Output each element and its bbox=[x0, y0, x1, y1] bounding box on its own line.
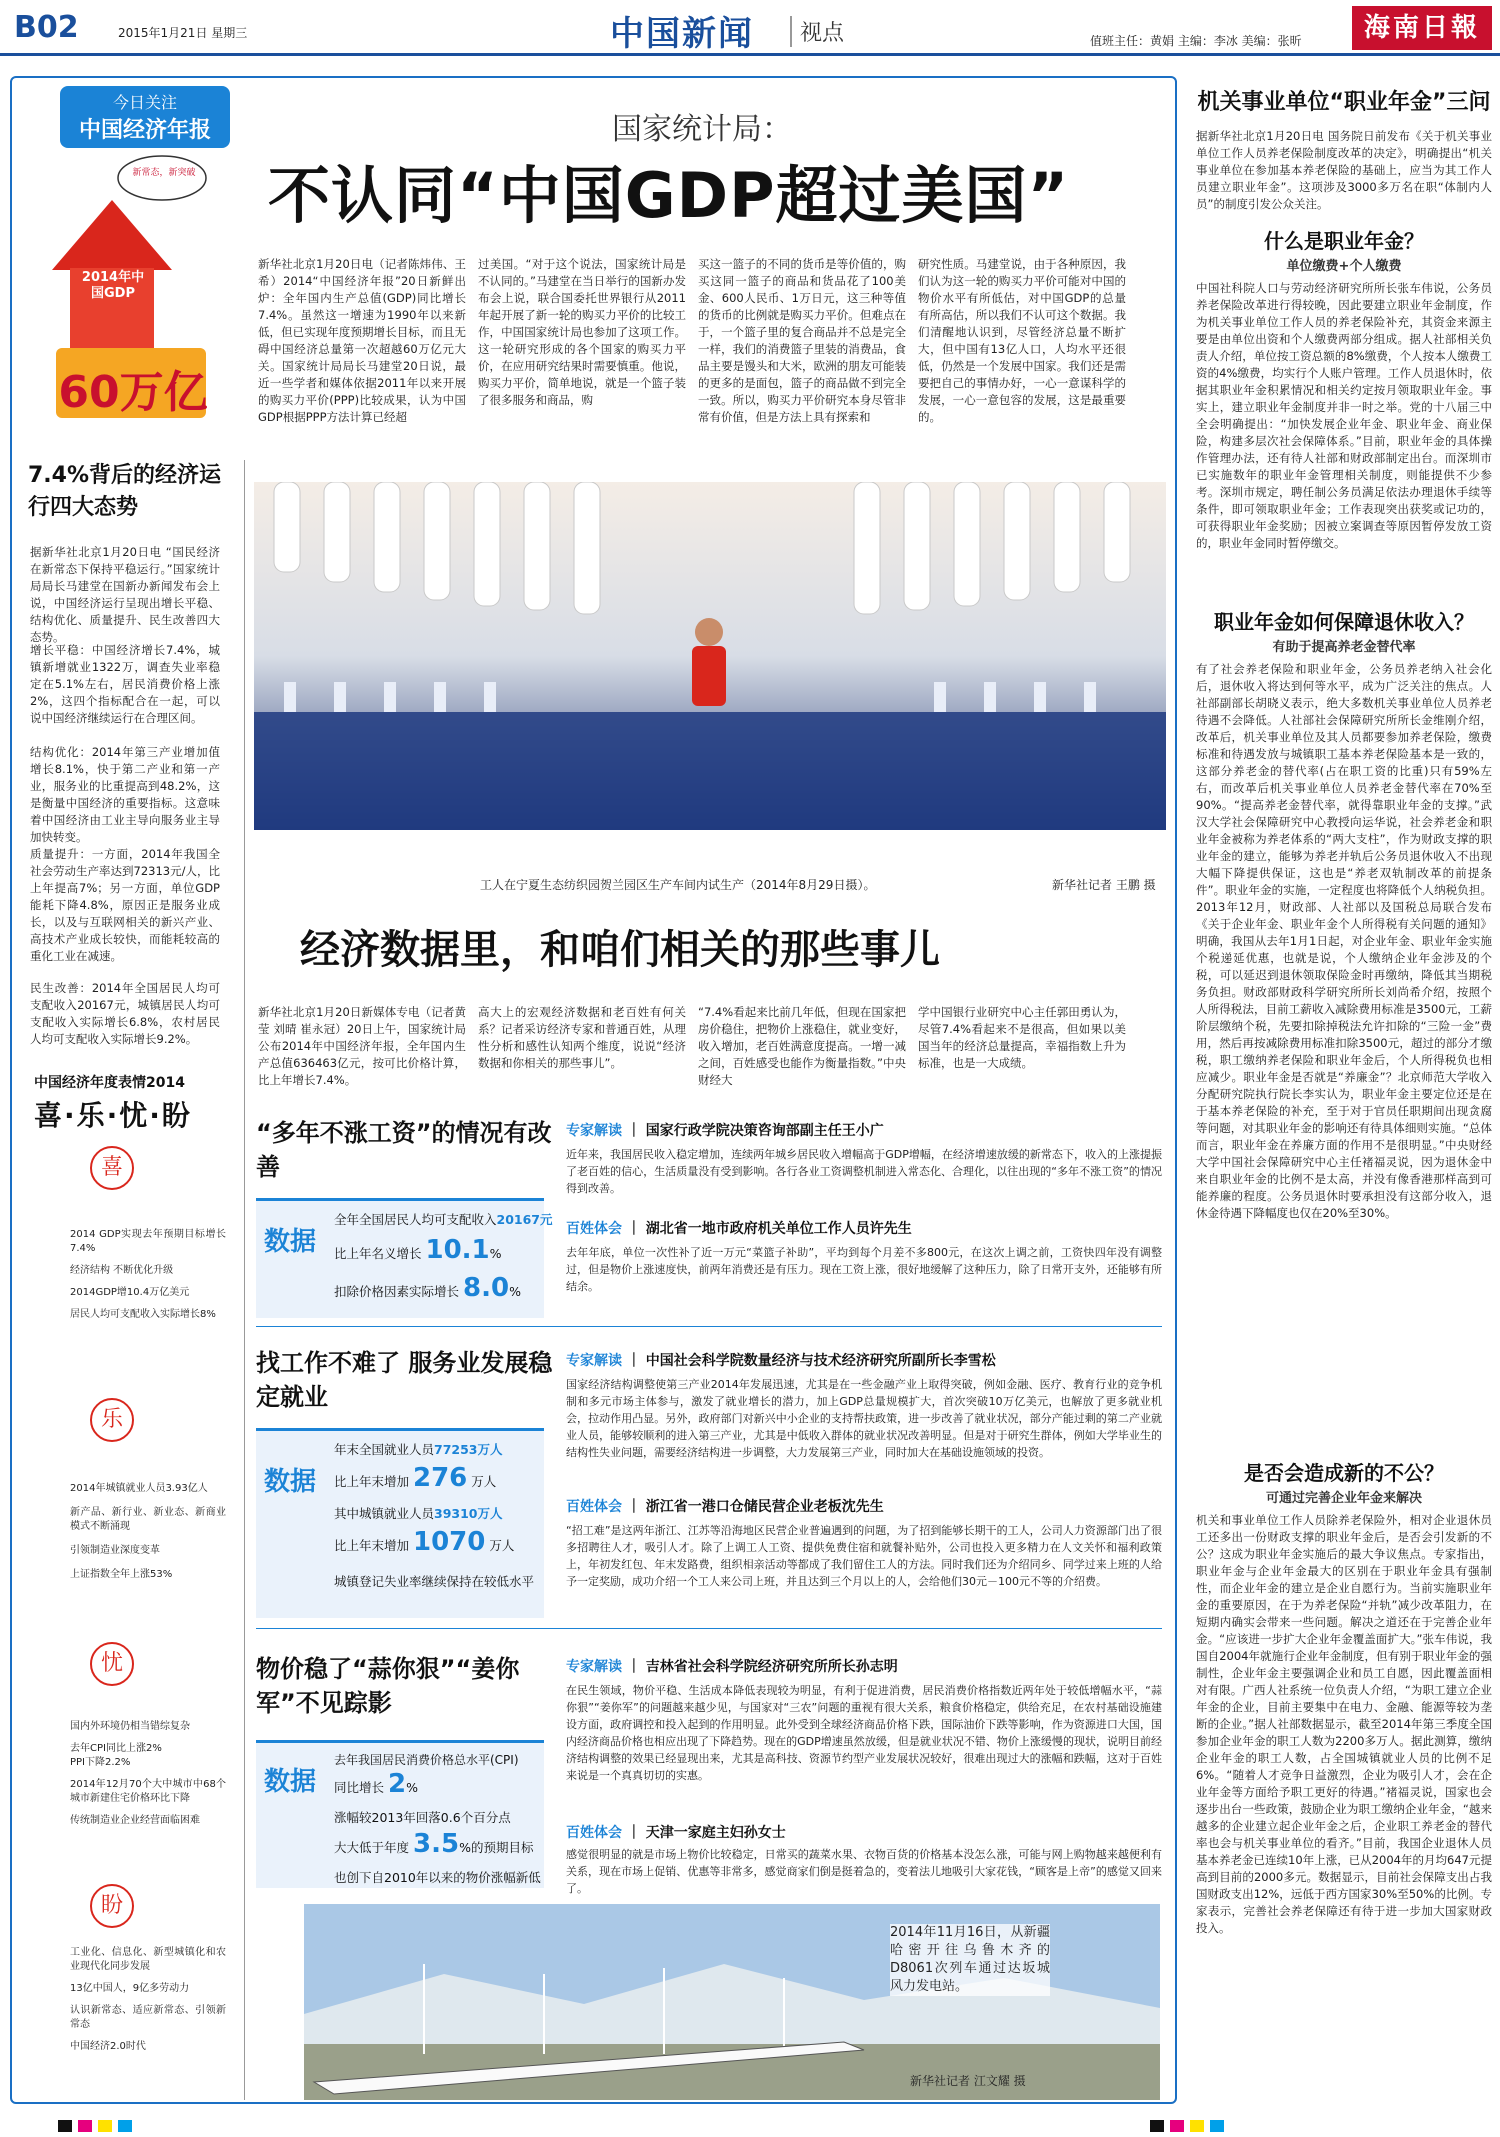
jobs-increase-unit: 万人 bbox=[471, 1474, 497, 1489]
expert-name: 国家行政学院决策咨询部副主任王小广 bbox=[645, 1123, 884, 1139]
expert-tag: 专家解读 bbox=[566, 1353, 622, 1369]
train-caption: 2014年11月16日，从新疆哈密开往乌鲁木齐的D8061次列车通过达坂城风力发电站。 bbox=[890, 1925, 1050, 1994]
left-para-quality: 质量提升：一方面，2014年我国全社会劳动生产率达到72313元/人，比上年提高7%；另一方面，单位GDP能耗下降4.8%，原因正是服务业成长，以及与互联网相关的新兴产业、高技术产业成长较快，而能耗较高的重化工业在减速。 bbox=[30, 847, 220, 963]
expert-text-1: 近年来，我国居民收入稳定增加，连续两年城乡居民收入增幅高于GDP增幅，在经济增速放缓的新常态下，收入的上涨提振了老百姓的信心，生活质量没有受到影响。各行各业工资调整机制进入常态化、合理化，以往出现的“多年不涨工资”的情况得到改善。 bbox=[566, 1148, 1162, 1195]
mood-title: 中国经济年度表情2014 bbox=[34, 1075, 185, 1091]
page-number: B02 bbox=[14, 10, 79, 45]
hope-item: 认识新常态、适应新常态、引领新常态 bbox=[70, 2005, 226, 2030]
jobs-increase: 276 bbox=[413, 1463, 468, 1493]
answer-2: 有了社会养老保险和职业年金，公务员养老纳入社会化后，退休收入将达到何等水平，成为广泛关注的焦点。人社部副部长胡晓义表示，绝大多数机关事业单位人员养老待遇不会降低。人社部社会保障研究所所长金维刚介绍，改革后，机关事业单位及其人员都要参加养老保险，缴费标准和待遇发放与城镇职工基本养老保险基本是一致的，这部分养老金的替代率(占在职工资的比重)只有59%左右，而改革后机关事业单位人员养老金替代率在70%至90%。“提高养老金替代率，就得靠职业年金的支撑。”武汉大学社会保障研究中心教授向运华说，社会养老金和职业年金被称为养老体系的“两大支柱”，作为财政支撑的职业年金的建立，能够为养老并轨后公务员退休收入不出现大幅下降提供保证，这也是“养老双轨制改革的前提条件”。职业年金的实施，一定程度也将降低个人纳税负担。2013年12月，财政部、人社部以及国税总局联合发布《关于企业年金、职业年金个人所得税有关问题的通知》明确，我国从去年1月1日起，对企业年金、职业年金实施个税递延优惠，也就是说，个人缴纳企业年金涉及的个税，可以延迟到退休领取保险金时再缴纳，降低其当期税务负担。财政部财政科学研究所所长刘尚希介绍，按照个人所得税法，目前工薪收入减除费用标准是3500元，工薪阶层缴纳个税，先要扣除掉税法允许扣除的“三险一金”费用，然后再按减除费用标准扣除3500元，超过的部分才缴税，职工缴纳养老保险和职业年金后，个人所得税负也相应减少。职业年金是否就是“养廉金”？北京师范大学收入分配研究院执行院长李实认为，职业年金主要定位还是在于基本养老保险的补充，至于对于官员任职期间出现贪腐等问题，对其职业年金的影响还有待具体细则实施。“总体而言，职业年金在养廉方面的作用不是很明显。”中央财经大学中国社会保障研究中心主任褚福灵说，因为退休金中来自职业年金的比例不是太高，并没有像香港那样高到可能养廉的程度。公务员退休时要承担没有这部分收入，退休金待遇下降幅度也仅在20%至30%。 bbox=[1196, 662, 1492, 1220]
expert-tag: 专家解读 bbox=[566, 1123, 622, 1139]
jobs-line-1-text: 年末全国就业人员 bbox=[334, 1442, 435, 1457]
citizen-text-2: “招工难”是这两年浙江、江苏等沿海地区民营企业普遍遇到的问题，为了招到能够长期干的工人，公司人力资源部门出了很多招聘往人才，吸引人才。除了上调工人工资、提供免费住宿和就餐补贴外，公司也投入更多精力在人文关怀和福利政策上，年初发红包、年末发路费，组织相亲活动等都成了我们留住工人的方法。同时我们还为介绍同乡、同学过来上班的人给予一定奖励，成功介绍一个工人来公司上班，并且达到三个月以上的人，会给他们30元－100元不等的介绍费。 bbox=[566, 1524, 1162, 1588]
prices-data-line: 去年我国居民消费价格总水平(CPI) bbox=[334, 1753, 519, 1767]
joy-item: 居民人均可支配收入实际增长8% bbox=[70, 1309, 216, 1320]
wages-data-box bbox=[256, 1198, 553, 1318]
citizen-name: 湖北省一地市政府机关单位工作人员许先生 bbox=[645, 1221, 912, 1237]
print-registration-bar bbox=[0, 2116, 1500, 2136]
left-para-livelihood: 民生改善：2014年全国居民人均可支配收入20167元，城镇居民人均可支配收入实际增长6.8%，农村居民人均可支配收入实际增长9.2%。 bbox=[30, 981, 220, 1046]
today-focus-tag bbox=[60, 86, 230, 148]
citizen-name: 天津一家庭主妇孙女士 bbox=[645, 1825, 786, 1841]
mood-words: 喜·乐·忧·盼 bbox=[34, 1099, 192, 1132]
right-column bbox=[1196, 88, 1492, 2098]
prices-data-line bbox=[334, 1769, 418, 1799]
jobs-line-3-text: 其中城镇就业人员 bbox=[334, 1506, 435, 1521]
wages-data-line bbox=[334, 1273, 521, 1303]
cpi-target-unit: %的预期目标 bbox=[459, 1840, 534, 1855]
article-col-1: 新华社北京1月20日电（记者陈炜伟、王希）2014“中国经济年报”20日新鲜出炉：全年国内生产总值(GDP)同比增长7.4%。虽然这一增速为1990年以来新低，但已实现年度预期增长目标，而且无碍中国经济总量第一次超越60万亿元大关。国家统计局局长马建堂20日说，最近一些学者和媒体依据2011年以来开展的购买力平价(PPP)比较成果，认为中国GDP根据PPP方法计算已经超 bbox=[258, 257, 466, 424]
article-col-3: 买这一篮子的不同的货币是等价值的，购买这同一篮子的商品和货品花了100美金、600人民币、1万日元，这三种等值的货币的比例就是购买力平价。但难点在于，一个篮子里的复合商品并不总是完全一样，我们的消费篮子里装的消费品，食品主要是馒头和大米，欧洲的朋友可能装的更多的是面包，篮子的商品做不到完全一致。所以，购买力平价研究本身尽管非常有价值，但是方法上具有探索和 bbox=[698, 257, 906, 424]
question-3: 是否会造成新的不公？ bbox=[1244, 1461, 1444, 1485]
urban-jobs-unit: 万人 bbox=[489, 1538, 515, 1553]
left-para-growth: 增长平稳：中国经济增长7.4%，城镇新增就业1322万，调查失业率稳定在5.1%左右，居民消费价格上涨2%，这四个指标配合在一起，可以说中国经济继续运行在合理区间。 bbox=[30, 643, 220, 725]
tag-line-1: 今日关注 bbox=[112, 93, 177, 112]
question-1-sub: 单位缴费+个人缴费 bbox=[1286, 259, 1402, 274]
newspaper-logo: 海南日報 bbox=[1352, 6, 1492, 50]
wages-real-growth: 8.0 bbox=[463, 1273, 510, 1303]
mood-block-happy bbox=[30, 1398, 226, 1618]
s2-col-2: 高大上的宏观经济数据和老百姓有何关系？记者采访经济专家和普通百姓，从理性分析和感性认知两个维度，说说“经济数据和你相关的那些事儿”。 bbox=[478, 1005, 686, 1070]
staff-credits: 值班主任：黄娟 主编：李冰 美编：张昕 bbox=[1090, 34, 1302, 48]
joy-item: 2014 GDP实现去年预期目标增长7.4% bbox=[70, 1229, 226, 1254]
hope-icon: 盼 bbox=[90, 1884, 134, 1928]
topic-prices-title: 物价稳了“蒜你狠”“姜你军”不见踪影 bbox=[256, 1655, 520, 1717]
jobs-line-2-text: 比上年末增加 bbox=[334, 1474, 410, 1489]
mood-block-worry bbox=[30, 1642, 226, 1882]
question-2: 职业年金如何保障退休收入？ bbox=[1214, 610, 1474, 634]
graphic-bubble: 新常态，新突破 bbox=[132, 168, 196, 178]
data-label: 数据 bbox=[264, 1227, 317, 1257]
cpi-target: 3.5 bbox=[413, 1829, 460, 1859]
expert-tag: 专家解读 bbox=[566, 1659, 622, 1675]
wages-nominal-growth: 10.1 bbox=[425, 1235, 490, 1265]
citizen-text-3: 感觉很明显的就是市场上物价比较稳定，日常买的蔬菜水果、衣物百货的价格基本没怎么涨，可能与网上购物越来越便利有关系，现在市场上促销、优惠等非常多，感觉商家们倒是挺着急的，变着法儿地吸引大家花钱，“顾客是上帝”的感觉又回来了。 bbox=[566, 1848, 1162, 1895]
question-2-sub: 有助于提高养老金替代率 bbox=[1272, 640, 1416, 655]
train-credit: 新华社记者 江文耀 摄 bbox=[910, 2074, 1026, 2088]
issue-date: 2015年1月21日 星期三 bbox=[118, 26, 248, 40]
jobs-data-line bbox=[334, 1527, 515, 1557]
jobs-line-4-text: 比上年末增加 bbox=[334, 1538, 410, 1553]
jobs-data-line bbox=[334, 1463, 497, 1493]
citizen-tag: 百姓体会 bbox=[566, 1825, 622, 1841]
cpi-unit: % bbox=[406, 1780, 418, 1795]
gdp-illustration bbox=[32, 150, 232, 430]
hope-item: 工业化、信息化、新型城镇化和农业现代化同步发展 bbox=[70, 1947, 226, 1972]
answer-1: 中国社科院人口与劳动经济研究所所长张车伟说，公务员养老保险改革进行得较晚，因此要建立职业年金制度，作为机关事业单位工作人员的养老保险补充，其资金来源主要是由单位出资和个人缴费两部分组成。据人社部相关负责人介绍，单位按工资总额的8%缴费，个人按本人缴费工资的4%缴费，均实行个人账户管理。工作人员退休时，依据其职业年金积累情况和相关约定按月领取职业年金。事实上，建立职业年金制度并非一时之举。党的十八届三中全会明确提出：“加快发展企业年金、职业年金、商业保险，构建多层次社会保障体系。”目前，职业年金的具体操作管理办法，还有待人社部和财政部制定出台。而深圳市已实施数年的职业年金管理相关制度，则能提供不少参考。深圳市规定，聘任制公务员满足依法办理退休手续等条件，即可领取职业年金；工作表现突出获奖或记功的，可获得职业年金奖励；因被立案调查等原因暂停发放工资的，职业年金同时暂停缴交。 bbox=[1196, 281, 1492, 550]
main-headline: 不认同“中国GDP超过美国” bbox=[268, 159, 1070, 232]
citizen-header-2: 百姓体会 ｜ 浙江省一港口仓储民营企业老板沈先生 bbox=[566, 1499, 884, 1515]
wages-data-line bbox=[334, 1209, 553, 1231]
mood-block-hope bbox=[30, 1884, 226, 2094]
citizen-header-3: 百姓体会 ｜ 天津一家庭主妇孙女士 bbox=[566, 1825, 786, 1841]
data-label: 数据 bbox=[264, 1467, 317, 1497]
citizen-name: 浙江省一港口仓储民营企业老板沈先生 bbox=[645, 1499, 884, 1515]
worry-item: 传统制造业企业经营面临困难 bbox=[70, 1815, 200, 1826]
answer-3: 机关和事业单位工作人员除养老保险外，相对企业退休员工还多出一份财政支撑的职业年金后，是否会引发新的不公？这成为职业年金实施后的最大争议焦点。专家指出，职业年金与企业年金最大的区别在于职业年金具有强制性，而企业年金的建立是企业自愿行为。当前实施职业年金的重要原因，在于为养老保险“并轨”减少改革阻力，在短期内确实会带来一些问题。解决之道还在于完善企业年金。“应该进一步扩大企业年金覆盖面扩大。”张车伟说，我国自2004年就施行企业年金制度，但有别于职业年金的强制性，企业年金主要强调企业和员工自愿，因此覆盖面相对有限。广西人社系统一位负责人介绍，“为职工建立企业年金的企业，目前主要集中在电力、金融、能源等较为垄断的企业。”据人社部数据显示，截至2014年第三季度全国参加企业年金的职工人数为2200多万人。据此测算，缴纳企业年金的职工人数，占全国城镇就业人员的比例不足6%。“随着人才竞争日益激烈，企业为吸引人才，会在企业年金等方面给予职工更好的待遇。”褚福灵说，国家也会逐步出台一些政策，鼓励企业为职工缴纳企业年金，“越来越多的企业建立起企业年金之后，企业职工养老金的替代率也会与机关事业单位的看齐。”目前，我国企业退休人员基本养老金已连续10年上涨，已从2004年的月均647元提高到目前的2000多元。数据显示，目前社会保障支出占我国财政支出12%，远低于西方国家30%至50%的比例。专家表示，完善社会养老保障还有待于进一步加大国家财政投入。 bbox=[1196, 1513, 1492, 1935]
topic-divider bbox=[256, 1326, 1162, 1327]
citizen-text-1: 去年年底，单位一次性补了近一万元“菜篮子补助”，平均到每个月差不多800元，在这次上调之前，工资快四年没有调整过，但是物价上涨速度快，前两年消费还是有压力。现在工资上涨，很好地缓解了这种压力，除了日常开支外，还能够有所结余。 bbox=[566, 1246, 1162, 1293]
right-lead: 据新华社北京1月20日电 国务院日前发布《关于机关事业单位工作人员养老保险制度改革的决定》，明确提出“机关事业单位在参加基本养老保险的基础上，应当为其工作人员建立职业年金”。这项涉及3000多万名在职“体制内人员”的制度引发公众关注。 bbox=[1196, 129, 1492, 211]
worry-icon: 忧 bbox=[90, 1642, 134, 1686]
cpi-growth: 2 bbox=[388, 1769, 407, 1799]
prices-line-2-text: 同比增长 bbox=[334, 1780, 385, 1795]
wages-nominal-unit: % bbox=[489, 1246, 502, 1261]
headline-kicker: 国家统计局： bbox=[612, 112, 792, 147]
expert-text-3: 在民生领域，物价平稳、生活成本降低表现较为明显，有利于促进消费，居民消费价格指数近两年处于较低增幅水平，“蒜你狠”“姜你军”的问题越来越少见，与国家对“三农”问题的重视有很大关系，粮食价格稳定，供给充足，在农村基础设施建设方面，政府调控和投入起到的作用明显。此外受到全球经济商品价格下跌，国际油价下跌等影响，作为资源进口大国，国内经济商品价格也相应出现了下降趋势。现在的GDP增速虽然放缓，但是就业状况不错、物价上涨缓慢的现状，说明目前经济结构调整的效果已经显现出来，尤其是高科技、资源节约型产业发展状况较好，很难出现过大的涨幅和跌幅，这对于百姓来说是一个真真切切的实惠。 bbox=[566, 1684, 1162, 1782]
tag-line-2: 中国经济年报 bbox=[78, 118, 211, 143]
left-headline: 7.4%背后的经济运行四大态势 bbox=[28, 463, 222, 520]
worry-item: 去年CPI同比上涨2% bbox=[70, 1743, 162, 1754]
wages-line-3-text: 扣除价格因素实际增长 bbox=[334, 1284, 460, 1299]
color-registration-marks bbox=[0, 2116, 1500, 2136]
jobs-data-box bbox=[256, 1428, 544, 1618]
urban-jobs-value: 39310万人 bbox=[434, 1506, 503, 1521]
happy-item: 新产品、新行业、新业态、新商业模式不断涌现 bbox=[70, 1507, 226, 1532]
jobs-data-line: 城镇登记失业率继续保持在较低水平 bbox=[334, 1574, 535, 1589]
train-photo bbox=[304, 1904, 1160, 2100]
prices-data-line bbox=[334, 1829, 534, 1859]
wages-line-1-text: 全年全国居民人均可支配收入 bbox=[334, 1212, 497, 1227]
topic-divider bbox=[256, 1628, 1162, 1629]
expert-header-2: 专家解读 ｜ 中国社会科学院数量经济与技术经济研究所副所长李雪松 bbox=[566, 1353, 996, 1369]
article-col-4: 研究性质。马建堂说，由于各种原因，我们认为这一轮的购买力平价可能对中国的物价水平有所低估，对中国GDP的总量有所高估，所以我们不认可这个数据。我们清醒地认识到，尽管经济总量不断扩大，但中国有13亿人口，人均水平还很低，仍然是一个发展中国家。我们还是需要把自己的事情办好，一心一意谋科学的发展，一心一意包容的发展，这是最重要的。 bbox=[918, 257, 1126, 424]
left-lead: 据新华社北京1月20日电 “国民经济在新常态下保持平稳运行。”国家统计局局长马建堂在国新办新闻发布会上说，中国经济运行呈现出增长平稳、结构优化、质量提升、民生改善四大态势。 bbox=[30, 545, 220, 644]
graphic-big-number: 60万亿 bbox=[58, 367, 208, 418]
hope-item: 13亿中国人，9亿多劳动力 bbox=[70, 1983, 190, 1994]
right-headline: 机关事业单位“职业年金”三问 bbox=[1197, 90, 1491, 115]
prices-line-4-text: 大大低于年度 bbox=[334, 1840, 410, 1855]
section-column: 视点 bbox=[790, 16, 844, 47]
hope-item: 中国经济2.0时代 bbox=[70, 2041, 146, 2052]
s2-col-1: 新华社北京1月20日新媒体专电（记者黄莹 刘晴 崔永冠）20日上午，国家统计局公布2014年中国经济年报，全年国内生产总值636463亿元，按可比价格计算，比上年增长7.4%。 bbox=[258, 1005, 466, 1087]
prices-data-box bbox=[256, 1740, 544, 1888]
wages-line-2-text: 比上年名义增长 bbox=[334, 1246, 422, 1261]
mood-block-joy bbox=[30, 1146, 226, 1346]
urban-jobs-increase: 1070 bbox=[413, 1527, 486, 1557]
wages-income-value: 20167元 bbox=[496, 1212, 553, 1227]
joy-icon: 喜 bbox=[90, 1146, 134, 1190]
expert-name: 吉林省社会科学院经济研究所所长孙志明 bbox=[645, 1659, 898, 1675]
photo-credit: 新华社记者 王鹏 摄 bbox=[1052, 878, 1156, 892]
joy-item: 经济结构 不断优化升级 bbox=[70, 1265, 174, 1276]
topic-jobs-title: 找工作不难了 服务业发展稳定就业 bbox=[256, 1349, 553, 1411]
worry-item: 国内外环境仍相当错综复杂 bbox=[70, 1721, 190, 1732]
happy-item: 上证指数全年上涨53% bbox=[70, 1569, 173, 1580]
citizen-tag: 百姓体会 bbox=[566, 1221, 622, 1237]
left-divider bbox=[244, 460, 245, 2100]
factory-photo bbox=[254, 482, 1166, 830]
graphic-label: 2014年中国GDP bbox=[81, 270, 145, 301]
question-3-sub: 可通过完善企业年金来解决 bbox=[1265, 1491, 1422, 1506]
expert-header-3: 专家解读 ｜ 吉林省社会科学院经济研究所所长孙志明 bbox=[566, 1659, 898, 1675]
topic-wages-title: “多年不涨工资”的情况有改善 bbox=[256, 1119, 552, 1181]
expert-name: 中国社会科学院数量经济与技术经济研究所副所长李雪松 bbox=[645, 1353, 996, 1369]
question-1: 什么是职业年金？ bbox=[1264, 229, 1424, 253]
citizen-tag: 百姓体会 bbox=[566, 1499, 622, 1515]
section-title: 中国新闻 bbox=[610, 14, 754, 54]
happy-item: 引领制造业深度变革 bbox=[70, 1545, 160, 1556]
joy-item: 2014GDP增10.4万亿美元 bbox=[70, 1287, 190, 1298]
photo-caption: 工人在宁夏生态纺织园贺兰园区生产车间内试生产（2014年8月29日摄）。 bbox=[480, 878, 876, 892]
wages-real-unit: % bbox=[509, 1284, 521, 1299]
jobs-data-line bbox=[334, 1439, 503, 1461]
secondary-headline: 经济数据里，和咱们相关的那些事儿 bbox=[300, 927, 940, 973]
worry-item: 2014年12月70个大中城市中68个城市新建住宅价格环比下降 bbox=[70, 1779, 226, 1804]
happy-icon: 乐 bbox=[90, 1398, 134, 1442]
textile-factory-image bbox=[254, 482, 1166, 830]
happy-item: 2014年城镇就业人员3.93亿人 bbox=[70, 1483, 208, 1494]
worry-item: PPI下降2.2% bbox=[70, 1757, 131, 1768]
expert-header-1: 专家解读 ｜ 国家行政学院决策咨询部副主任王小广 bbox=[566, 1123, 884, 1139]
prices-data-line: 也创下自2010年以来的物价涨幅新低 bbox=[334, 1870, 541, 1885]
expert-text-2: 国家经济结构调整使第三产业2014年发展迅速，尤其是在一些金融产业上取得突破，例如金融、医疗、教育行业的竞争机制和多元市场主体参与，激发了就业增长的潜力，加上GDP总量规模扩大，首次突破10万亿美元，也解放了更多就业机会，拉动作用凸显。另外，政府部门对新兴中小企业的支持帮扶政策，进一步改善了就业状况，部分产能过剩的第二产业就业人员，能够较顺利的进入第三产业，尤其是中低收入群体的就业状况改善明显。但是对于研究生群体，例如大学毕业生的结构性失业问题，需要经济结构进一步调整，大力发展第三产业，同时加大在基础设施领域的投资。 bbox=[566, 1378, 1162, 1459]
jobs-data-line bbox=[334, 1503, 503, 1525]
wages-data-line bbox=[334, 1235, 502, 1265]
left-para-structure: 结构优化：2014年第三产业增加值增长8.1%，快于第二产业和第一产业，服务业的比重提高到48.2%，这是衡量中国经济的重要指标。这意味着中国经济由工业主导向服务业主导加快转变。 bbox=[30, 745, 220, 844]
s2-col-4: 学中国银行业研究中心主任郭田勇认为，尽管7.4%看起来不是很高，但如果以美国当年的经济总量提高，幸福指数上升为标准，也是一大成绩。 bbox=[918, 1005, 1126, 1070]
article-col-2: 过美国。“对于这个说法，国家统计局是不认同的。”马建堂在当日举行的国新办发布会上说，联合国委托世界银行从2011年起开展了新一轮的购买力平价的比较工作，中国国家统计局也参加了这项工作。这一轮研究形成的各个国家的购买力平价，在应用研究结果时需要慎重。他说，购买力平价，简单地说，就是一个篮子装了很多服务和商品，购 bbox=[478, 257, 686, 407]
s2-col-3: “7.4%看起来比前几年低，但现在国家把房价稳住，把物价上涨稳住，就业变好，收入增加，老百姓满意度提高。一增一减之间，百姓感受也能作为衡量指数。”中央财经大 bbox=[698, 1005, 906, 1087]
prices-data-line: 涨幅较2013年回落0.6个百分点 bbox=[334, 1810, 511, 1825]
citizen-header-1: 百姓体会 ｜ 湖北省一地市政府机关单位工作人员许先生 bbox=[566, 1221, 912, 1237]
data-label: 数据 bbox=[264, 1767, 317, 1797]
jobs-total-value: 77253万人 bbox=[434, 1442, 503, 1457]
